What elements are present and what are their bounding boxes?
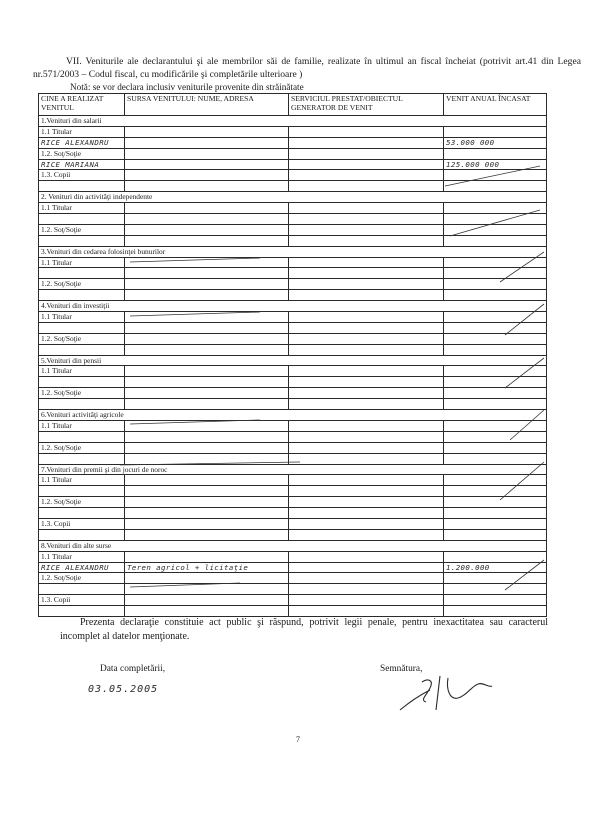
table-header-row bbox=[39, 94, 547, 116]
table-cell bbox=[125, 170, 289, 181]
signature-label: Semnătura, bbox=[380, 664, 423, 674]
table-row bbox=[39, 366, 547, 377]
header-cell: SERVICIUL PRESTAT/OBIECTUL GENERATOR DE VENIT bbox=[289, 94, 444, 116]
blank-row bbox=[39, 181, 547, 192]
table-cell bbox=[125, 595, 289, 606]
blank-cell bbox=[125, 290, 289, 301]
table-cell: 1.3. Copii bbox=[39, 170, 125, 181]
table-cell bbox=[444, 420, 547, 431]
table-cell bbox=[125, 312, 289, 323]
blank-cell bbox=[289, 529, 444, 540]
table-cell bbox=[444, 595, 547, 606]
blank-cell bbox=[289, 268, 444, 279]
blank-cell bbox=[39, 486, 125, 497]
section-row bbox=[39, 410, 547, 421]
table-cell: 1.3. Copii bbox=[39, 595, 125, 606]
blank-cell bbox=[289, 486, 444, 497]
table-cell bbox=[289, 126, 444, 137]
section-row bbox=[39, 116, 547, 127]
table-cell: 1.2. Soţ/Soţie bbox=[39, 224, 125, 235]
table-row bbox=[39, 279, 547, 290]
table-row bbox=[39, 159, 547, 170]
signature-mark bbox=[392, 670, 502, 718]
blank-row bbox=[39, 529, 547, 540]
table-cell bbox=[125, 257, 289, 268]
section-row bbox=[39, 464, 547, 475]
blank-cell bbox=[444, 606, 547, 617]
section-title: 1.Venituri din salarii bbox=[39, 116, 547, 127]
table-cell bbox=[444, 573, 547, 584]
blank-cell bbox=[289, 584, 444, 595]
table-cell bbox=[444, 333, 547, 344]
blank-cell bbox=[444, 344, 547, 355]
blank-cell bbox=[444, 399, 547, 410]
table-cell bbox=[289, 366, 444, 377]
foreign-income-note: Notă: se vor declara inclusiv veniturile provenite din străinătate bbox=[70, 82, 304, 92]
table-cell: 1.2. Soţ/Soţie bbox=[39, 279, 125, 290]
table-cell bbox=[125, 573, 289, 584]
table-cell bbox=[125, 333, 289, 344]
table-cell bbox=[125, 497, 289, 508]
table-cell bbox=[289, 562, 444, 573]
blank-cell bbox=[39, 508, 125, 519]
blank-cell bbox=[289, 235, 444, 246]
blank-cell bbox=[289, 344, 444, 355]
income-table-body bbox=[39, 116, 547, 617]
table-cell bbox=[289, 595, 444, 606]
blank-cell bbox=[39, 235, 125, 246]
table-cell: 1.1 Titular bbox=[39, 475, 125, 486]
blank-row bbox=[39, 214, 547, 225]
blank-row bbox=[39, 399, 547, 410]
table-cell bbox=[125, 203, 289, 214]
blank-cell bbox=[289, 508, 444, 519]
blank-cell bbox=[444, 235, 547, 246]
table-cell bbox=[289, 148, 444, 159]
table-row bbox=[39, 137, 547, 148]
table-row bbox=[39, 257, 547, 268]
table-cell bbox=[444, 475, 547, 486]
legal-statement: Prezenta declaraţie constituie act public şi răspund, potrivit legii penale, pentru inexactitatea sau caracterul incomplet al datelor menţionate. bbox=[60, 617, 548, 642]
blank-cell bbox=[289, 181, 444, 192]
section-title: 3.Venituri din cedarea folosinţei bunurilor bbox=[39, 246, 547, 257]
table-cell: 1.1 Titular bbox=[39, 366, 125, 377]
blank-cell bbox=[39, 181, 125, 192]
blank-cell bbox=[125, 399, 289, 410]
table-row bbox=[39, 388, 547, 399]
header-cell: SURSA VENITULUI: NUME, ADRESA bbox=[125, 94, 289, 116]
section-title: 4.Venituri din investiţii bbox=[39, 301, 547, 312]
table-cell bbox=[444, 497, 547, 508]
blank-cell bbox=[39, 377, 125, 388]
blank-row bbox=[39, 606, 547, 617]
table-cell bbox=[125, 442, 289, 453]
blank-cell bbox=[444, 322, 547, 333]
table-cell bbox=[125, 388, 289, 399]
table-cell bbox=[289, 224, 444, 235]
table-cell: 1.2. Soţ/Soţie bbox=[39, 388, 125, 399]
blank-cell bbox=[39, 529, 125, 540]
table-cell bbox=[289, 518, 444, 529]
blank-cell bbox=[444, 508, 547, 519]
blank-cell bbox=[125, 214, 289, 225]
table-cell bbox=[289, 475, 444, 486]
blank-row bbox=[39, 453, 547, 464]
blank-row bbox=[39, 431, 547, 442]
table-row bbox=[39, 518, 547, 529]
blank-cell bbox=[444, 431, 547, 442]
table-cell: 1.2. Soţ/Soţie bbox=[39, 333, 125, 344]
section-row bbox=[39, 246, 547, 257]
section-title: 5.Venituri din pensii bbox=[39, 355, 547, 366]
table-row bbox=[39, 475, 547, 486]
blank-cell bbox=[39, 322, 125, 333]
table-cell bbox=[125, 224, 289, 235]
table-cell bbox=[125, 420, 289, 431]
table-cell bbox=[289, 497, 444, 508]
blank-cell bbox=[289, 377, 444, 388]
blank-row bbox=[39, 486, 547, 497]
blank-cell bbox=[125, 453, 289, 464]
table-cell bbox=[289, 442, 444, 453]
blank-cell bbox=[39, 344, 125, 355]
blank-row bbox=[39, 322, 547, 333]
blank-cell bbox=[444, 486, 547, 497]
table-cell bbox=[289, 170, 444, 181]
table-cell: 1.1 Titular bbox=[39, 551, 125, 562]
table-row bbox=[39, 562, 547, 573]
blank-cell bbox=[289, 290, 444, 301]
table-cell bbox=[289, 388, 444, 399]
handwritten-entry: RICE MARIANA bbox=[39, 159, 125, 170]
blank-cell bbox=[125, 235, 289, 246]
table-cell bbox=[289, 257, 444, 268]
table-row bbox=[39, 224, 547, 235]
blank-cell bbox=[39, 214, 125, 225]
blank-cell bbox=[125, 181, 289, 192]
blank-cell bbox=[444, 214, 547, 225]
blank-cell bbox=[444, 453, 547, 464]
handwritten-entry: 125.000 000 bbox=[444, 159, 547, 170]
blank-row bbox=[39, 235, 547, 246]
table-cell bbox=[289, 279, 444, 290]
blank-cell bbox=[125, 322, 289, 333]
table-cell bbox=[444, 224, 547, 235]
table-cell bbox=[125, 475, 289, 486]
table-row bbox=[39, 148, 547, 159]
table-cell bbox=[289, 137, 444, 148]
blank-cell bbox=[444, 268, 547, 279]
blank-cell bbox=[39, 399, 125, 410]
blank-cell bbox=[39, 584, 125, 595]
section-title: 7.Venituri din premii şi din jocuri de noroc bbox=[39, 464, 547, 475]
blank-cell bbox=[125, 377, 289, 388]
table-cell bbox=[444, 442, 547, 453]
blank-cell bbox=[125, 431, 289, 442]
completion-date: 03.05.2005 bbox=[88, 684, 159, 695]
blank-cell bbox=[125, 529, 289, 540]
date-label: Data completării, bbox=[100, 664, 166, 674]
table-cell: 1.1 Titular bbox=[39, 126, 125, 137]
section-row bbox=[39, 355, 547, 366]
table-cell bbox=[444, 257, 547, 268]
table-cell bbox=[125, 137, 289, 148]
blank-row bbox=[39, 584, 547, 595]
section-row bbox=[39, 301, 547, 312]
table-cell: 1.2. Soţ/Soţie bbox=[39, 148, 125, 159]
blank-cell bbox=[289, 453, 444, 464]
blank-cell bbox=[39, 453, 125, 464]
blank-cell bbox=[125, 486, 289, 497]
blank-cell bbox=[125, 268, 289, 279]
blank-cell bbox=[39, 290, 125, 301]
table-cell bbox=[444, 518, 547, 529]
table-row bbox=[39, 333, 547, 344]
handwritten-entry: 53.000 000 bbox=[444, 137, 547, 148]
section-heading: VII. Veniturile ale declarantului şi ale membrilor săi de familie, realizate în ultimul an fiscal încheiat (potrivit art.41 din Legea nr.571/2003 – Codul fiscal, cu modificările şi completările ulterioare ) bbox=[33, 56, 581, 80]
table-cell bbox=[289, 312, 444, 323]
table-cell: 1.2. Soţ/Soţie bbox=[39, 442, 125, 453]
table-cell bbox=[125, 126, 289, 137]
table-cell bbox=[125, 148, 289, 159]
table-cell bbox=[289, 573, 444, 584]
section-title: 6.Venituri activităţi agricole bbox=[39, 410, 547, 421]
table-row bbox=[39, 312, 547, 323]
table-row bbox=[39, 497, 547, 508]
section-row bbox=[39, 192, 547, 203]
table-cell bbox=[444, 126, 547, 137]
table-cell bbox=[444, 203, 547, 214]
blank-cell bbox=[289, 606, 444, 617]
table-cell bbox=[289, 159, 444, 170]
table-cell: 1.1 Titular bbox=[39, 203, 125, 214]
blank-cell bbox=[444, 290, 547, 301]
table-cell bbox=[289, 203, 444, 214]
blank-cell bbox=[444, 181, 547, 192]
table-row bbox=[39, 595, 547, 606]
blank-row bbox=[39, 508, 547, 519]
blank-cell bbox=[444, 377, 547, 388]
table-cell: 1.2. Soţ/Soţie bbox=[39, 573, 125, 584]
blank-row bbox=[39, 290, 547, 301]
table-cell bbox=[125, 159, 289, 170]
table-cell bbox=[125, 279, 289, 290]
income-table bbox=[38, 93, 547, 617]
table-cell: 1.1 Titular bbox=[39, 312, 125, 323]
table-cell bbox=[289, 333, 444, 344]
table-row bbox=[39, 573, 547, 584]
blank-cell bbox=[444, 529, 547, 540]
table-cell bbox=[289, 420, 444, 431]
blank-cell bbox=[125, 584, 289, 595]
blank-cell bbox=[289, 399, 444, 410]
table-row bbox=[39, 420, 547, 431]
blank-cell bbox=[289, 214, 444, 225]
handwritten-entry: Teren agricol + licitaţie bbox=[125, 562, 289, 573]
table-cell bbox=[125, 518, 289, 529]
table-cell bbox=[444, 366, 547, 377]
blank-cell bbox=[125, 606, 289, 617]
table-row bbox=[39, 170, 547, 181]
section-row bbox=[39, 540, 547, 551]
blank-row bbox=[39, 268, 547, 279]
page-mark: 7 bbox=[296, 735, 300, 744]
table-cell bbox=[444, 551, 547, 562]
blank-cell bbox=[289, 431, 444, 442]
table-cell bbox=[444, 279, 547, 290]
header-cell: VENIT ANUAL ÎNCASAT bbox=[444, 94, 547, 116]
header-cell: CINE A REALIZAT VENITUL bbox=[39, 94, 125, 116]
table-row bbox=[39, 551, 547, 562]
blank-cell bbox=[125, 344, 289, 355]
table-row bbox=[39, 126, 547, 137]
table-cell: 1.3. Copii bbox=[39, 518, 125, 529]
table-cell: 1.1 Titular bbox=[39, 257, 125, 268]
blank-cell bbox=[39, 431, 125, 442]
table-cell bbox=[125, 551, 289, 562]
blank-cell bbox=[289, 322, 444, 333]
blank-cell bbox=[444, 584, 547, 595]
blank-cell bbox=[125, 508, 289, 519]
table-cell: 1.1 Titular bbox=[39, 420, 125, 431]
table-cell bbox=[444, 312, 547, 323]
table-row bbox=[39, 203, 547, 214]
blank-cell bbox=[39, 606, 125, 617]
section-title: 8.Venituri din alte surse bbox=[39, 540, 547, 551]
blank-row bbox=[39, 344, 547, 355]
handwritten-entry: 1.200.000 bbox=[444, 562, 547, 573]
handwritten-entry: RICE ALEXANDRU bbox=[39, 137, 125, 148]
blank-row bbox=[39, 377, 547, 388]
table-cell: 1.2. Soţ/Soţie bbox=[39, 497, 125, 508]
table-cell bbox=[444, 148, 547, 159]
section-title: 2. Venituri din activităţi independente bbox=[39, 192, 547, 203]
blank-cell bbox=[39, 268, 125, 279]
table-cell bbox=[289, 551, 444, 562]
table-cell bbox=[444, 170, 547, 181]
handwritten-entry: RICE ALEXANDRU bbox=[39, 562, 125, 573]
table-row bbox=[39, 442, 547, 453]
table-cell bbox=[125, 366, 289, 377]
table-cell bbox=[444, 388, 547, 399]
